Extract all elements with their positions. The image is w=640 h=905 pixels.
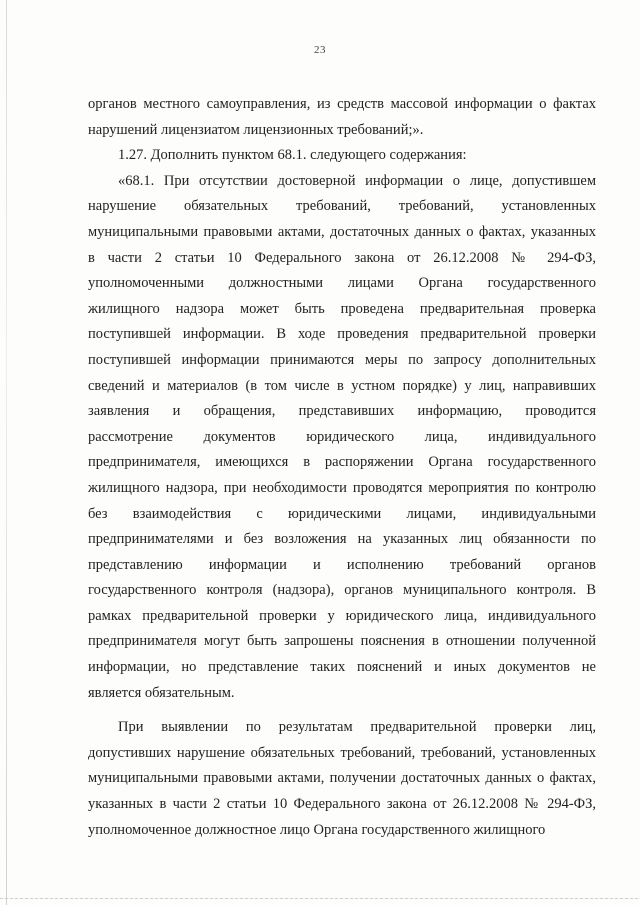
text-line: рамках предварительной проверки у юридического лица, индивидуального — [88, 607, 596, 624]
text-line: сведений и материалов (в том числе в устном порядке) у лиц, направивших — [88, 377, 596, 394]
text-line: является обязательным. — [88, 684, 235, 701]
text-line: муниципальными правовыми актами, получении достаточных данных о фактах, — [88, 770, 596, 787]
para-68-1 — [88, 169, 596, 706]
document-body — [88, 92, 596, 843]
text-line: органов местного самоуправления, из средств массовой информации о фактах — [88, 96, 596, 112]
text-line: 1.27. Дополнить пунктом 68.1. следующего содержания: — [118, 147, 467, 164]
text-line: предпринимателя, имеющихся в распоряжении Органа государственного — [88, 454, 596, 471]
text-line: При выявлении по результатам предварительной проверки лиц, — [118, 719, 596, 736]
text-line: уполномоченными должностными лицами Органа государственного — [88, 275, 596, 292]
text-line: предпринимателями и без возложения на указанных лиц обязанности по — [88, 531, 596, 548]
text-line: предпринимателя могут быть запрошены пояснения в отношении полученной — [88, 633, 596, 650]
text-line: «68.1. При отсутствии достоверной информации о лице, допустившем — [118, 172, 596, 189]
para-1-27 — [88, 143, 596, 169]
scan-left-edge — [6, 0, 7, 905]
text-line: допустивших нарушение обязательных требований, требований, установленных — [88, 744, 596, 761]
text-line: информации, но представление таких пояснений и иных документов не — [88, 659, 596, 676]
text-line: в части 2 статьи 10 Федерального закона от 26.12.2008 № 294-ФЗ, — [88, 249, 596, 266]
paragraph-spacer — [88, 706, 596, 715]
text-line: поступившей информации. В ходе проведения предварительной проверки — [88, 326, 596, 343]
text-line: без взаимодействия с юридическими лицами, индивидуальными — [88, 505, 596, 522]
text-line: заявления и обращения, представивших информацию, проводится — [88, 403, 596, 420]
page-number: 23 — [314, 44, 326, 56]
text-line: уполномоченное должностное лицо Органа государственного жилищного — [88, 821, 546, 838]
para-continuation — [88, 92, 596, 143]
scan-bottom-edge — [0, 898, 640, 899]
text-line: государственного контроля (надзора), органов муниципального контроля. В — [88, 582, 596, 599]
text-line: представлению информации и исполнению требований органов — [88, 556, 596, 573]
para-vyyavlenie — [88, 715, 596, 843]
text-line: рассмотрение документов юридического лица, индивидуального — [88, 428, 596, 445]
text-line: нарушений лицензиатом лицензионных требований;». — [88, 121, 424, 138]
text-line: жилищного надзора, при необходимости проводятся мероприятия по контролю — [88, 479, 596, 496]
text-line: указанных в части 2 статьи 10 Федерального закона от 26.12.2008 № 294-ФЗ, — [88, 796, 596, 813]
text-line: поступившей информации принимаются меры по запросу дополнительных — [88, 351, 596, 368]
text-line: нарушение обязательных требований, требований, установленных — [88, 198, 596, 215]
text-line: жилищного надзора может быть проведена предварительная проверка — [88, 300, 596, 317]
text-line: муниципальными правовыми актами, достаточных данных о фактах, указанных — [88, 223, 596, 240]
